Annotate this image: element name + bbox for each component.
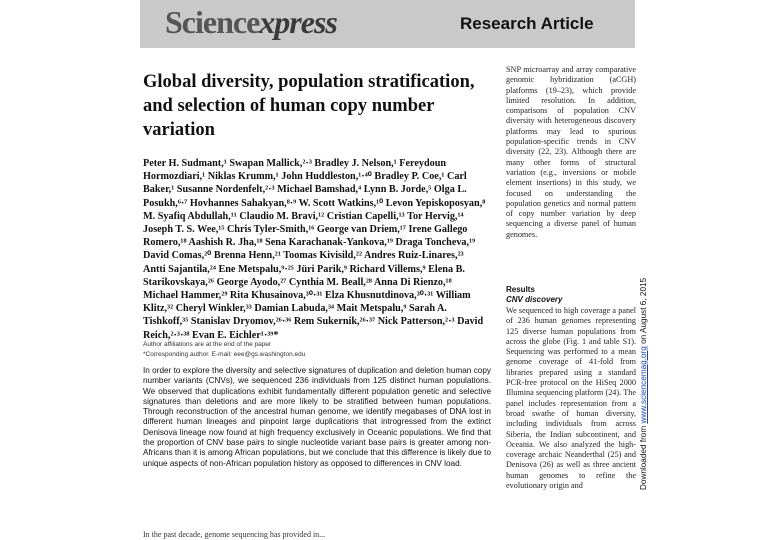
- results-heading: Results: [506, 285, 535, 294]
- logo-science-text: Science: [165, 4, 260, 40]
- affiliations-note: Author affiliations are at the end of the paper: [143, 341, 272, 348]
- logo-express-text: xpress: [259, 4, 337, 40]
- sciencemag-link[interactable]: www.sciencemag.org: [639, 346, 648, 424]
- download-prefix: Downloaded from: [639, 423, 648, 490]
- author-list: Peter H. Sudmant,¹ Swapan Mallick,²·³ Bradley J. Nelson,¹ Fereydoun Hormozdiari,¹ Niklas Krumm,¹ John Huddleston,¹·⁴⁰ Bradley P. Coe,¹ Carl Baker,¹ Susanne Nordenfelt,²·³ Michael Bamshad,⁴ Lynn B. Jorde,⁵ Olga L. Posukh,⁶·⁷ Hovhannes Sahakyan,⁸·⁹ W. Scott Watkins,¹⁰ Levon Yepiskoposyan,⁸ M. Syafiq Abdullah,¹¹ Claudio M. Bravi,¹² Cristian Capelli,¹³ Tor Hervig,¹⁴ Joseph T. S. Wee,¹⁵ Chris Tyler-Smith,¹⁶ George van Driem,¹⁷ Irene Gallego Romero,¹⁸ Aashish R. Jha,¹⁸ Sena Karachanak-Yankova,¹⁹ Draga Toncheva,¹⁹ David Comas,²⁰ Brenna Henn,²¹ Toomas Kivisild,²² Andres Ruiz-Linares,²³ Antti Sajantila,²⁴ Ene Metspalu,⁹·²⁵ Jüri Parik,⁹ Richard Villems,⁹ Elena B. Starikovskaya,²⁶ George Ayodo,²⁷ Cynthia M. Beall,²⁸ Anna Di Rienzo,¹⁸ Michael Hammer,²⁹ Rita Khusainova,³⁰·³¹ Elza Khusnutdinova,³⁰·³¹ William Klitz,³² Cheryl Winkler,³³ Damian Labuda,³⁴ Mait Metspalu,⁹ Sarah A. Tishkoff,³⁵ Stanislav Dryomov,²⁶·³⁶ Rem Sukernik,²⁶·³⁷ Nick Patterson,²·³ David Reich,²·³·³⁸ Evan E. Eichler¹·³⁹*: [143, 158, 486, 341]
- corresponding-author-note: *Corresponding author. E-mail: eee@gs.washington.edu: [143, 351, 306, 358]
- download-date: on August 6, 2015: [639, 277, 648, 347]
- abstract: In order to explore the diversity and selective signatures of duplication and deletion human copy number variants (CNVs), we sequenced 236 individuals from 125 distinct human populations. We observed that duplications exhibit fundamentally different population genetic and selective signatures than deletions and are more likely to be stratified between human populations. Through reconstruction of the ancestral human genome, we identify megabases of DNA lost in different human lineages and pinpoint large duplications that introgressed from the extinct Denisova lineage now found at high frequency exclusively in Oceanic populations. We find that the proportion of CNV base pairs to single nucleotide variant base pairs is greater among non-Africans than it is among African populations, but we conclude that this difference is likely due to unique aspects of non-African population history as opposed to differences in CNV load.: [143, 366, 491, 468]
- download-sidebar: [639, 150, 653, 490]
- intro-paragraph: In the past decade, genome sequencing has provided in...: [143, 530, 326, 539]
- article-type-label: Research Article: [460, 14, 594, 33]
- article-title: Global diversity, population stratification, and selection of human copy number variation: [143, 72, 475, 140]
- sciencexpress-logo: [165, 4, 337, 41]
- right-column-paragraph-1: SNP microarray and array comparative genomic hybridization (aCGH) platforms (19–23), which provide limited resolution. In addition, comparisons of population CNV diversity with heterogeneous discovery platforms may lead to spurious population-specific trends in CNV diversity (22, 23). Although there are many other forms of structural variation (e.g., inversions or mobile element insertions) in this study, we focused on understanding the population genetics and normal pattern of copy number variation by deep sequencing a diverse panel of human genomes.: [506, 65, 636, 239]
- right-column-paragraph-2: We sequenced to high coverage a panel of 236 human genomes representing 125 diverse human populations from across the globe (Fig. 1 and table S1). Sequencing was performed to a mean genome coverage of 41-fold from libraries prepared using a standard PCR-free protocol on the HiSeq 2000 Illumina sequencing platform (24). The panel includes representation from a broad swathe of human diversity, including individuals from across Siberia, the Indian subcontinent, and Oceania. We also analyzed the high-coverage archaic Neanderthal (25) and Denisova (26) as well as three ancient human genomes to refine the evolutionary origin and: [506, 306, 636, 491]
- cnv-discovery-subheading: CNV discovery: [506, 295, 563, 304]
